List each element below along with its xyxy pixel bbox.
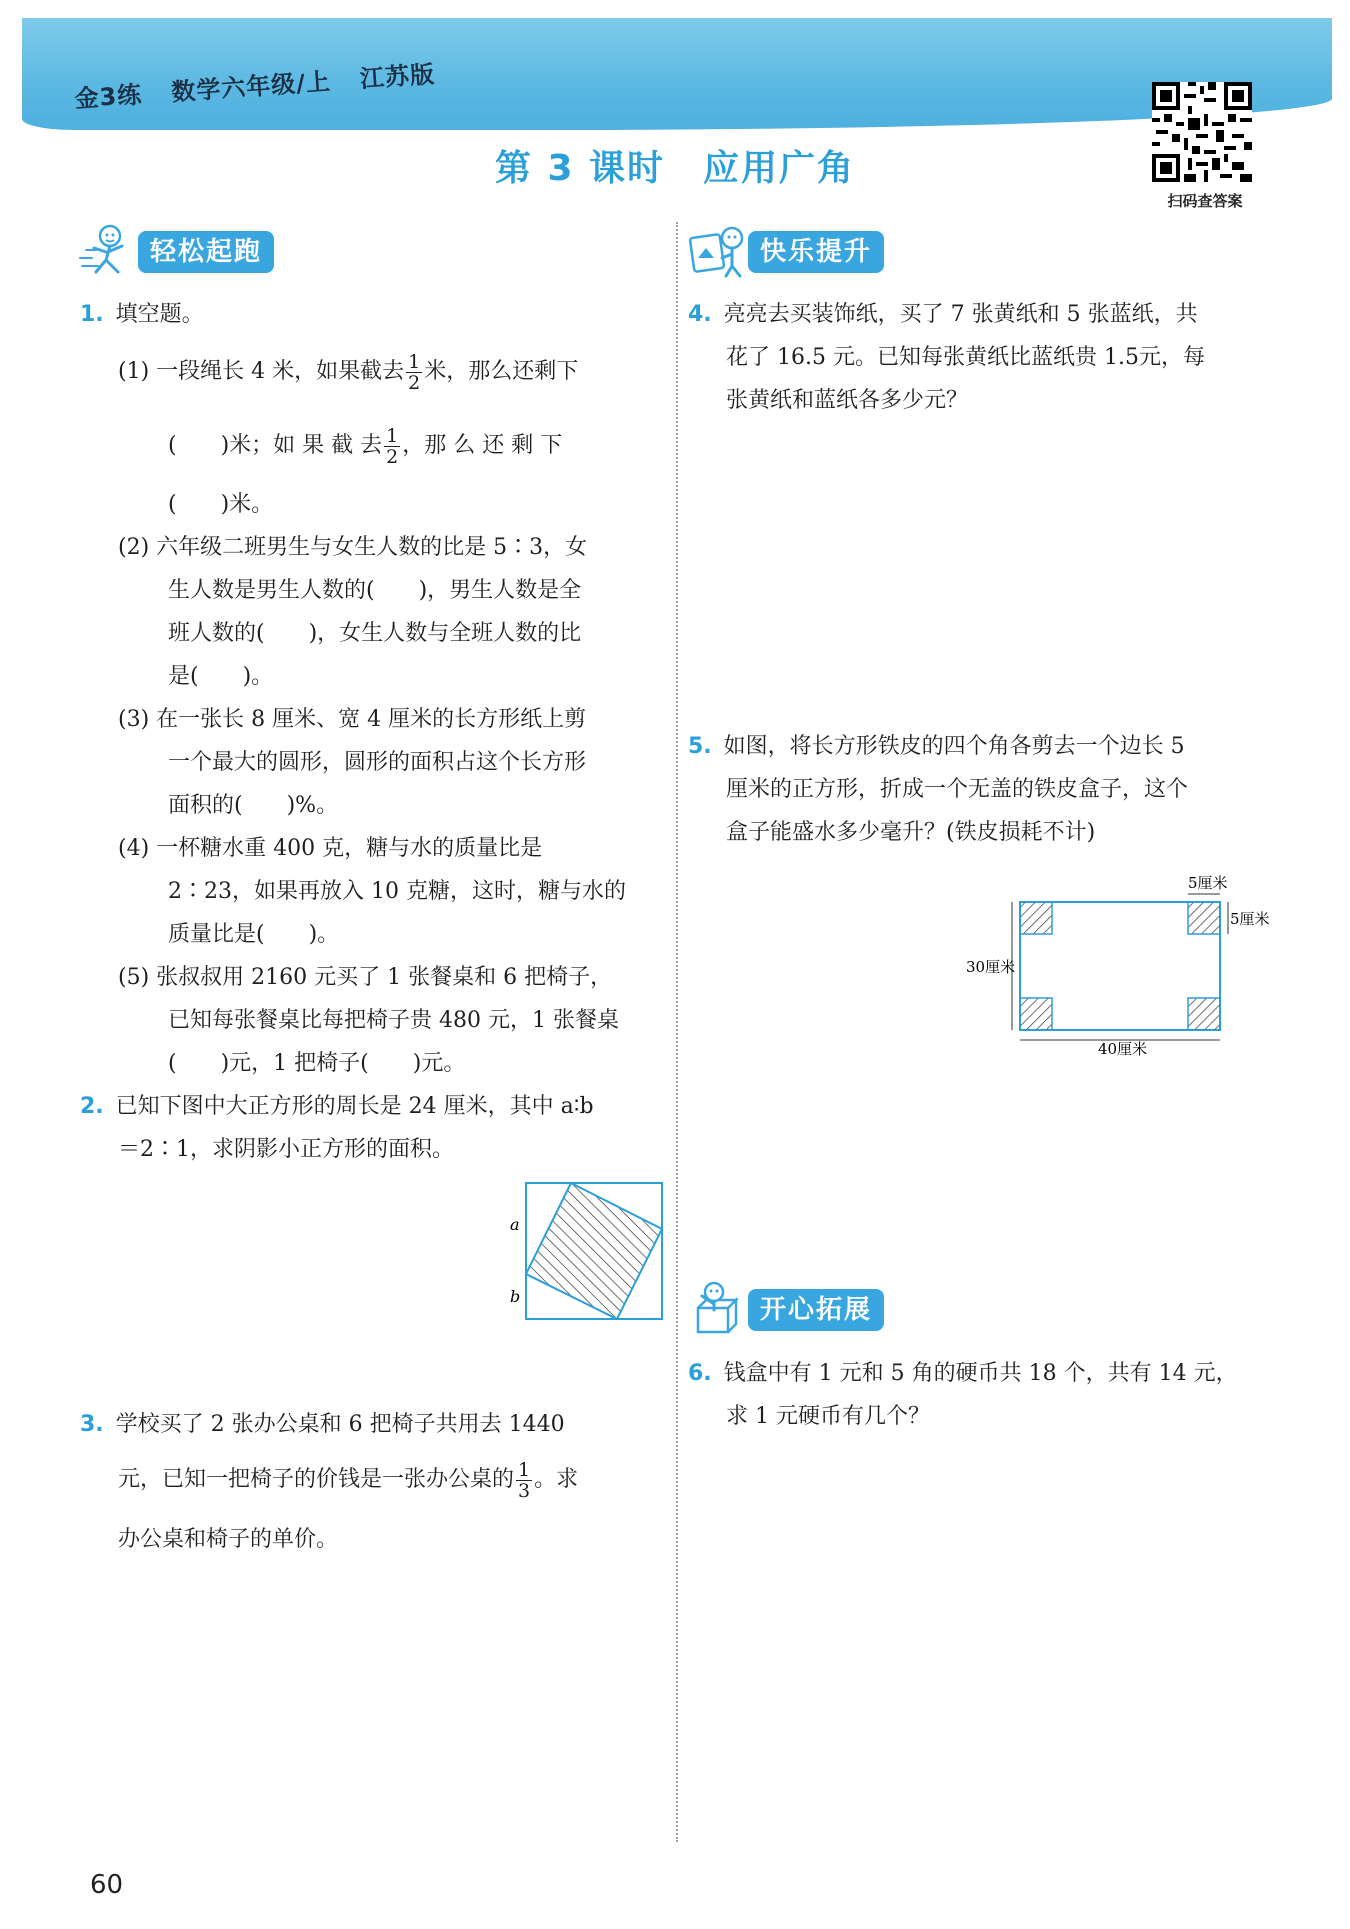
label-top-5cm: 5厘米: [1188, 874, 1228, 892]
q1-part3-line1: (3) 在一张长 8 厘米、宽 4 厘米的长方形纸上剪: [118, 707, 587, 732]
fraction-denominator: 2: [408, 371, 421, 394]
q1-part3-line2: 一个最大的圆形，圆形的面积占这个长方形: [168, 750, 587, 775]
label-a: a: [510, 1215, 520, 1234]
q1-part4-line1: (4) 一杯糖水重 400 克，糖与水的质量比是: [118, 836, 543, 861]
question-text: 钱盒中有 1 元和 5 角的硬币共 18 个，共有 14 元，: [723, 1361, 1238, 1386]
question-6: [688, 1352, 1238, 1395]
fraction-numerator: 1: [408, 350, 421, 373]
q1-part4-line3: 质量比是( )。: [168, 922, 340, 947]
fraction-denominator: 2: [386, 445, 399, 468]
fraction-numerator: 1: [386, 424, 399, 447]
q1-part5-line2: 已知每张餐桌比每把椅子贵 480 元，1 张餐桌: [168, 1008, 619, 1033]
question-number: 6.: [688, 1361, 712, 1386]
q1-part5-line1: (5) 张叔叔用 2160 元买了 1 张餐桌和 6 把椅子，: [118, 965, 613, 990]
label-width-40cm: 40厘米: [1098, 1040, 1148, 1058]
text-segment: 元，已知一把椅子的价钱是一张办公桌的: [118, 1467, 515, 1492]
label-b: b: [510, 1287, 521, 1306]
q1-part1-line3: ( )米。: [168, 492, 274, 517]
corner-cut-bottom-right: [1188, 998, 1220, 1030]
qr-code-icon[interactable]: [1152, 82, 1252, 182]
fraction-third: [516, 1460, 532, 1501]
corner-cut-top-right: [1188, 902, 1220, 934]
corner-cut-bottom-left: [1020, 998, 1052, 1030]
text-segment: 。求: [534, 1467, 579, 1492]
q3-line2: [118, 1458, 578, 1501]
book-series: 金3练: [73, 80, 144, 114]
question-3: [80, 1403, 565, 1446]
q1-part1-line1: [118, 350, 578, 393]
runner-mascot-icon: [76, 222, 140, 278]
question-number: 1.: [80, 302, 104, 327]
mascot-box-icon: [686, 1280, 750, 1336]
text-segment: ，那 么 还 剩 下: [402, 433, 563, 458]
q4-line2: 花了 16.5 元。已知每张黄纸比蓝纸贵 1.5元，每: [726, 345, 1205, 370]
section-label: 轻松起跑: [138, 231, 274, 273]
question-number: 5.: [688, 734, 712, 759]
question-4: [688, 293, 1198, 336]
label-height-30cm: 30厘米: [966, 958, 1016, 976]
q1-part1-line2: [168, 424, 562, 467]
q5-sheet-diagram: [960, 868, 1270, 1058]
fraction-half: [384, 426, 400, 467]
q6-line2: 求 1 元硬币有几个？: [726, 1404, 930, 1429]
text-segment: (1) 一段绳长 4 米，如果截去: [118, 359, 405, 384]
lesson-title: 第 3 课时 应用广角: [494, 148, 856, 189]
q3-line3: 办公桌和椅子的单价。: [118, 1527, 339, 1552]
fraction-denominator: 3: [518, 1479, 531, 1502]
section-label: 快乐提升: [748, 231, 884, 273]
question-number: 2.: [80, 1094, 104, 1119]
question-text: 如图，将长方形铁皮的四个角各剪去一个边长 5: [723, 734, 1185, 759]
q1-part2-line4: 是( )。: [168, 664, 274, 689]
q5-line3: 盒子能盛水多少毫升？(铁皮损耗不计): [726, 820, 1096, 845]
question-text: 填空题。: [115, 302, 204, 327]
q1-part2-line3: 班人数的( )，女生人数与全班人数的比: [168, 621, 582, 646]
page-number: 60: [90, 1870, 124, 1900]
question-1: [80, 293, 204, 336]
question-text: 亮亮去买装饰纸，买了 7 张黄纸和 5 张蓝纸，共: [723, 302, 1198, 327]
column-divider: [676, 222, 678, 1842]
q1-part3-line3: 面积的( )%。: [168, 793, 339, 818]
q1-part2-line2: 生人数是男生人数的( )，男生人数是全: [168, 578, 582, 603]
question-5: [688, 725, 1185, 768]
q2-line2: ＝2∶1，求阴影小正方形的面积。: [118, 1137, 454, 1162]
corner-cut-top-left: [1020, 902, 1052, 934]
book-subject: 数学六年级/上: [170, 67, 332, 107]
question-text: 已知下图中大正方形的周长是 24 厘米，其中 a∶b: [115, 1094, 594, 1119]
q1-part5-line3: ( )元，1 把椅子( )元。: [168, 1051, 466, 1076]
label-side-5cm: 5厘米: [1230, 910, 1270, 928]
painter-mascot-icon: [686, 222, 750, 278]
section-label: 开心拓展: [748, 1289, 884, 1331]
question-number: 3.: [80, 1412, 104, 1437]
book-edition: 江苏版: [359, 60, 436, 94]
q5-line2: 厘米的正方形，折成一个无盖的铁皮盒子，这个: [726, 777, 1189, 802]
fraction-numerator: 1: [518, 1458, 531, 1481]
question-number: 4.: [688, 302, 712, 327]
q1-part2-line1: (2) 六年级二班男生与女生人数的比是 5∶3，女: [118, 535, 588, 560]
qr-caption: 扫码查答案: [1167, 192, 1243, 210]
q4-line3: 张黄纸和蓝纸各多少元？: [726, 388, 969, 413]
text-segment: 米，那么还剩下: [424, 359, 579, 384]
fraction-half: [406, 352, 422, 393]
text-segment: ( )米；如 果 截 去: [168, 433, 383, 458]
q1-part4-line2: 2∶23，如果再放入 10 克糖，这时，糖与水的: [168, 879, 626, 904]
question-text: 学校买了 2 张办公桌和 6 把椅子共用去 1440: [115, 1412, 565, 1437]
q2-square-diagram: [500, 1180, 680, 1330]
question-2: [80, 1085, 594, 1128]
